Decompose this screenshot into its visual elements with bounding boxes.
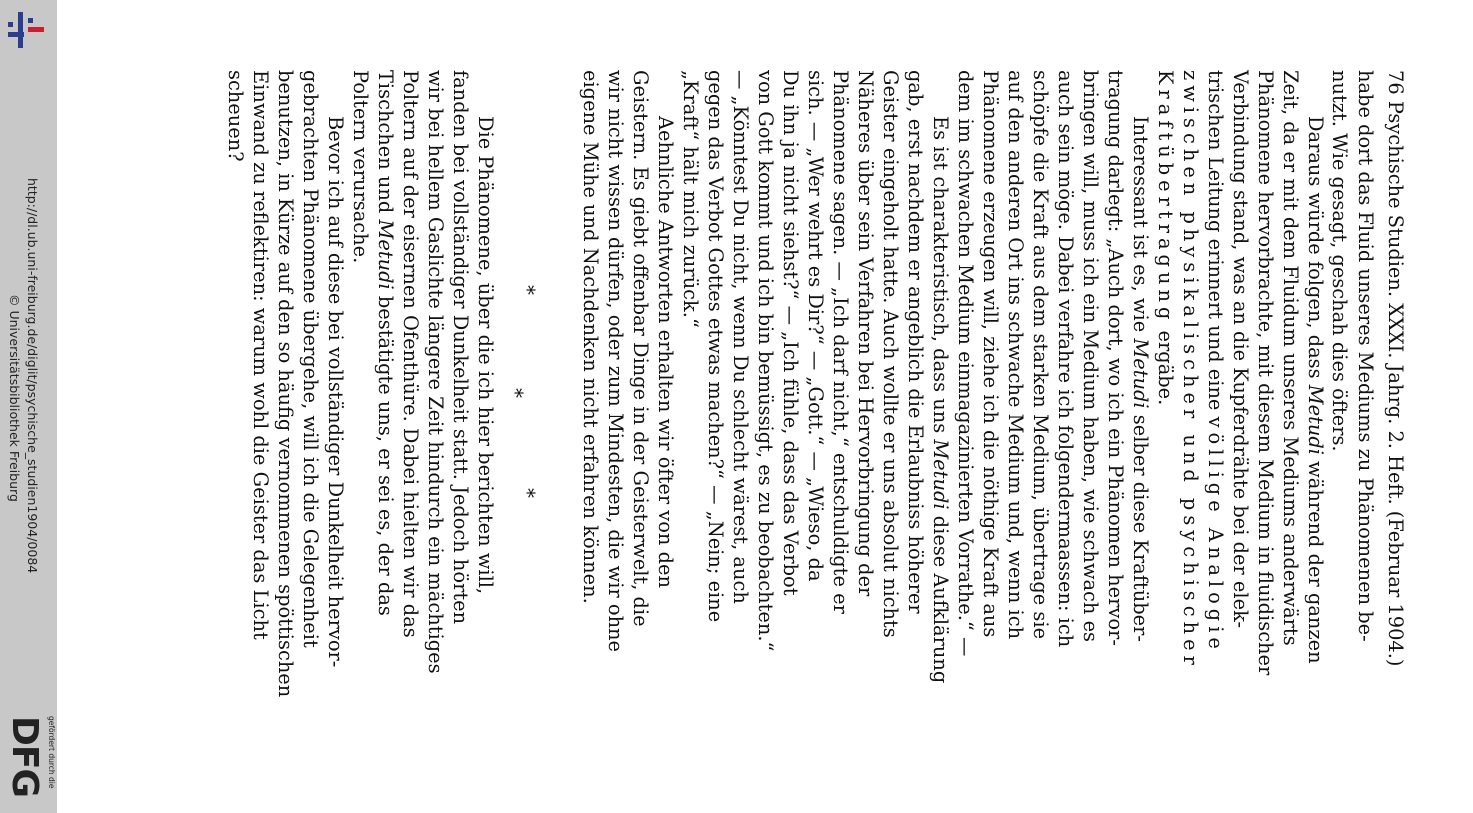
text-line: gebrachten Phänomene übergehe, will ich die Gelegenheit [299,70,322,648]
text-line: Zeit, da er mit dem Fluidum unseres Mediums anderwärts [1279,70,1302,646]
dfg-logo: DFG [4,716,45,798]
text-line: „Kraft“ hält mich zurück.“ [679,70,702,328]
text-line: Interessant ist es, wie Metudi selber diese Kraftüber- [1129,116,1152,642]
italic-name: Metudi [1129,338,1152,409]
copyright-notice: © Universitätsbibliothek Freiburg [7,294,22,502]
page-header: 76 Psychische Studien. XXXI. Jahrg. 2. Heft. (Februar 1904.) [1384,70,1407,667]
text-line: trischen Leitung erinnert und eine völlige Analogie [1204,70,1227,654]
university-logo-icon [6,10,46,50]
text-line: Näheres über sein Verfahren bei Hervorbringung der [854,70,877,597]
text-line: Poltern auf der eisernen Ofenthüre. Dabei hielten wir das [399,70,422,638]
text-line: wir bei hellem Gaslichte längere Zeit hindurch ein mächtiges [424,70,447,674]
text-line: Einwand zu reflektiren: warum wohl die Geister das Licht [249,70,272,640]
text-line [1181,70,1200,670]
text-line: tragung darlegt: „Auch dort, wo ich ein Phänomen hervor- [1104,70,1127,646]
spaced-text: zwischen physikalischer und psychischer [1179,70,1202,670]
text-line: auch sein möge. Dabei verfahre ich folgendermaassen: ich [1054,70,1077,648]
spaced-text: Kraftübertragung [1154,70,1177,325]
section-asterisk: * [504,388,528,398]
text-line: von Gott kommt und ich bin bemüssigt, es zu beobachten.“ [754,70,777,652]
text-line: dem im schwachen Medium einmagazinierten Vorrathe.“ — [954,70,977,657]
text-line: Verbindung stand, was an die Kupferdrähte bei der elek- [1229,70,1252,629]
section-asterisk: * [516,285,540,295]
italic-name: Metudi [1304,384,1327,455]
text-line: fanden bei vollständiger Dunkelheit statt. Jedoch hörten [449,70,472,625]
italic-name: Metudi [374,219,397,290]
text-line: sich. — „Wer wehrt es Dir?“ — „Gott.“ — „Wieso, da [804,70,827,582]
funder-caption: gefördert durch die [47,716,56,789]
text-line: Phänomene erzeugen will, ziehe ich die nöthige Kraft aus [979,70,1002,638]
text-line: habe dort das Fluid unseres Mediums zu Phänomenen be- [1354,70,1377,642]
viewer-sidebar [0,0,57,813]
text-line: Die Phänomene, über die ich hier berichten will, [474,116,497,595]
text-line: Es ist charakteristisch, dass uns Metudi diese Aufklärung [929,116,952,684]
italic-name: Metudi [929,439,952,510]
text-line: Daraus würde folgen, dass Metudi während der ganzen [1304,116,1327,664]
text-line: benutzen, in Kürze auf den so häufig vernommenen spöttischen [274,70,297,698]
text-line: wir nicht wissen dürfen, oder zum Mindesten, die wir ohne [604,70,627,653]
text-line: Poltern verursache. [349,70,372,264]
text-line: schöpfe die Kraft aus dem starken Medium, übertrage sie [1029,70,1052,640]
text-line: gab, erst nachdem er angeblich die Erlaubniss höherer [904,70,927,614]
text-line: auf den anderen Ort ins schwache Medium und, wenn ich [1004,70,1027,640]
document-url[interactable]: http://dl.ub.uni-freiburg.de/diglit/psychische_studien1904/0084 [25,178,40,574]
text-line: Kraftübertragung ergäbe. [1154,70,1177,406]
text-line: nutzt. Wie gesagt, geschah dies öfters. [1328,70,1351,452]
text-line: bringen will, muss ich ein Medium haben, wie schwach es [1079,70,1102,642]
text-line: gegen das Verbot Gottes etwas machen?“ — „Nein; eine [704,70,727,623]
text-line: Du ihn ja nicht siehst?“ — „Ich fühle, dass das Verbot [779,70,802,596]
text-line: Tischchen und Metudi bestätigte uns, er sei es, der das [374,70,397,616]
section-asterisk: * [516,488,540,498]
text-line: scheuen? [224,70,247,162]
text-line: Geister eingeholt hatte. Auch wollte er uns absolut nichts [879,70,902,638]
text-line: Phänomene sagen. — „Ich darf nicht,“ entschuldigte er [829,70,852,614]
text-line: Geistern. Es giebt offenbar Dinge in der Geisterwelt, die [629,70,652,627]
spaced-text: völlige Analogie [1204,416,1227,654]
text-line: eigene Mühe und Nachdenken nicht erfahren können. [579,70,602,604]
text-line: Bevor ich auf diese bei vollständiger Dunkelheit hervor- [324,116,347,668]
text-line: Aehnliche Antworten erhalten wir öfter von den [654,116,677,588]
text-line: — „Könntest Du nicht, wenn Du schlecht wärest, auch [729,70,752,604]
text-line: Phänomene hervorbrachte, mit diesem Medium in fluidischer [1254,70,1277,676]
